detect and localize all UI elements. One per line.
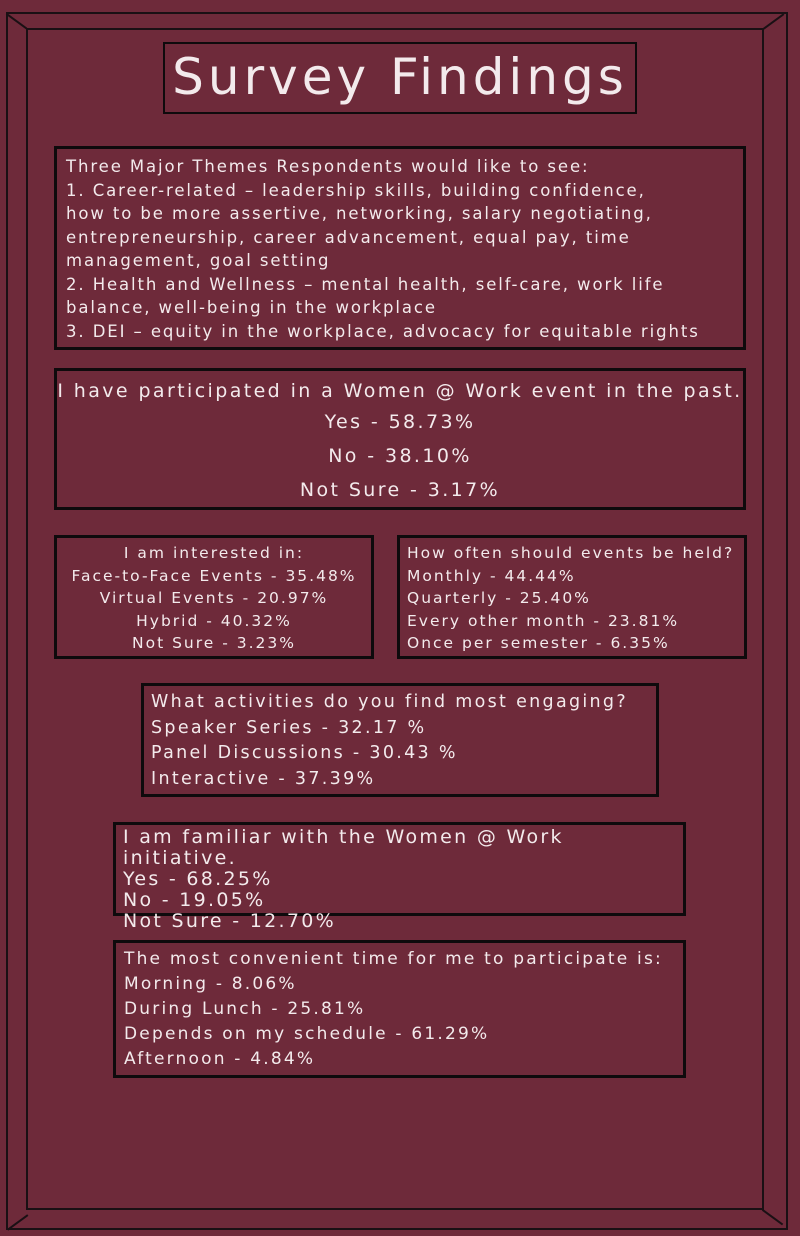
frequency-question: How often should events be held? [407, 544, 735, 562]
convenient-time-question: The most convenient time for me to participate is: [124, 949, 663, 969]
interested-answer: Not Sure - 3.23% [132, 634, 296, 652]
themes-line: management, goal setting [66, 251, 331, 270]
page-title: Survey Findings [163, 42, 637, 114]
interested-panel [54, 535, 374, 659]
frequency-answer: Monthly - 44.44% [407, 566, 576, 585]
participated-answer: Not Sure - 3.17% [299, 479, 501, 501]
themes-line: Three Major Themes Respondents would like to see: [66, 157, 590, 176]
activities-question: What activities do you find most engaging? [151, 692, 628, 712]
activities-answer: Panel Discussions - 30.43 % [151, 743, 458, 763]
participated-answer: No - 38.10% [328, 445, 472, 467]
interested-answer: Virtual Events - 20.97% [99, 589, 329, 607]
participated-panel [54, 368, 746, 510]
frequency-answer: Once per semester - 6.35% [407, 634, 670, 652]
convenient-time-answer: Morning - 8.06% [124, 974, 297, 994]
familiarity-question: I am familiar with the Women @ Work initiative. [123, 826, 564, 869]
participated-question: I have participated in a Women @ Work event in the past. [57, 380, 743, 402]
frequency-panel [397, 535, 747, 659]
frequency-answer: Every other month - 23.81% [407, 611, 680, 630]
interested-answer: Hybrid - 40.32% [136, 611, 292, 630]
convenient-time-answer: Depends on my schedule - 61.29% [124, 1024, 490, 1044]
themes-line: 2. Health and Wellness – mental health, self-care, work life [66, 274, 665, 294]
themes-panel [54, 146, 746, 350]
activities-answer: Interactive - 37.39% [151, 768, 376, 789]
familiarity-answer: No - 19.05% [123, 889, 266, 911]
familiarity-answer: Yes - 68.25% [123, 868, 273, 890]
themes-line: balance, well-being in the workplace [66, 298, 437, 317]
frequency-answer: Quarterly - 25.40% [407, 589, 591, 607]
familiarity-panel [113, 822, 686, 932]
participated-answer: Yes - 58.73% [324, 411, 476, 433]
themes-line: entrepreneurship, career advancement, equal pay, time [66, 227, 631, 247]
convenient-time-panel [113, 940, 686, 1078]
convenient-time-answer: Afternoon - 4.84% [124, 1049, 316, 1069]
themes-line: how to be more assertive, networking, salary negotiating, [66, 204, 653, 223]
themes-line: 1. Career-related – leadership skills, building confidence, [66, 180, 646, 200]
convenient-time-answer: During Lunch - 25.81% [124, 999, 366, 1019]
interested-question: I am interested in: [123, 544, 305, 562]
interested-answer: Face-to-Face Events - 35.48% [71, 566, 357, 585]
familiarity-answer: Not Sure - 12.70% [123, 910, 336, 932]
themes-line: 3. DEI – equity in the workplace, advocacy for equitable rights [66, 321, 700, 341]
activities-answer: Speaker Series - 32.17 % [151, 717, 427, 738]
activities-panel [141, 683, 659, 797]
